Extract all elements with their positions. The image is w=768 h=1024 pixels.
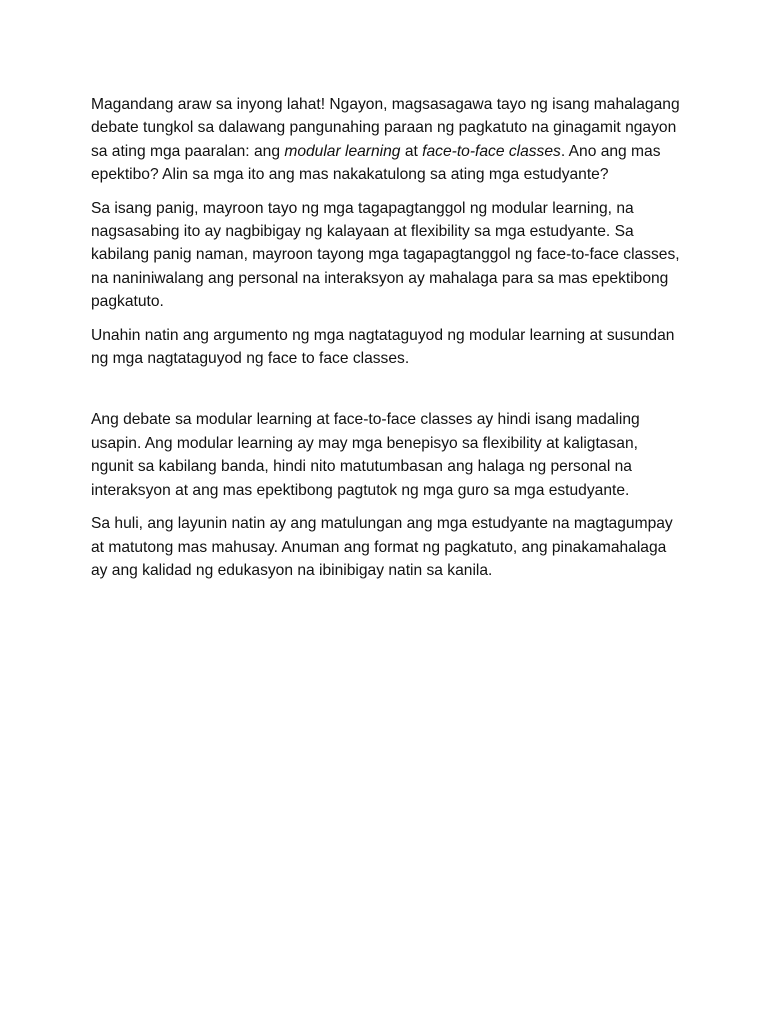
paragraph-text: Ang debate sa modular learning at face-to-face classes ay hindi isang madaling usapin. Ang modular learning ay may mga benepisyo sa flexibility at kaligtasan, ngunit sa kabilang banda, hindi nito matutumbasan ang halaga ng personal na interaksyon at ang mas epektibong pagtutok ng mga guro sa mga estudyante. bbox=[91, 411, 640, 499]
paragraph-text: Sa isang panig, mayroon tayo ng mga tagapagtanggol ng modular learning, na nagsasabing ito ay nagbibigay ng kalayaan at flexibility sa mga estudyante. Sa kabilang panig naman, mayroon tayong mga tagapagtanggol ng face-to-face classes, na naniniwalang ang personal na interaksyon ay mahalaga para sa mas epektibong pagkatuto. bbox=[91, 199, 680, 311]
paragraph-text: Sa huli, ang layunin natin ay ang matulungan ang mga estudyante na magtagumpay at matutong mas mahusay. Anuman ang format ng pagkatuto, ang pinakamahalaga ay ang kalidad ng edukasyon na ibinibigay natin sa kanila. bbox=[91, 515, 673, 579]
paragraph-text: Unahin natin ang argumento ng mga nagtataguyod ng modular learning at susundan ng mga nagtataguyod ng face to face classes. bbox=[91, 326, 675, 368]
paragraph-order bbox=[91, 324, 681, 371]
paragraph-text: Magandang araw sa inyong lahat! Ngayon, magsasagawa tayo ng isang mahalagang debate tungkol sa dalawang pangunahing paraan ng pagkatuto na ginagamit ngayon sa ating mga paaralan: ang bbox=[91, 96, 680, 160]
italic-term-face-to-face: face-to-face classes bbox=[422, 142, 561, 160]
paragraph-sides bbox=[91, 197, 681, 314]
italic-term-modular-learning: modular learning bbox=[284, 142, 401, 160]
paragraph-intro bbox=[91, 93, 681, 187]
paragraph-text: at bbox=[400, 142, 423, 160]
paragraph-closing bbox=[91, 512, 681, 582]
paragraph-conclusion bbox=[91, 408, 681, 502]
paragraph-text: . Ano ang mas epektibo? Alin sa mga ito ang mas nakakatulong sa ating mga estudyante? bbox=[91, 142, 661, 184]
document-body bbox=[91, 93, 681, 592]
